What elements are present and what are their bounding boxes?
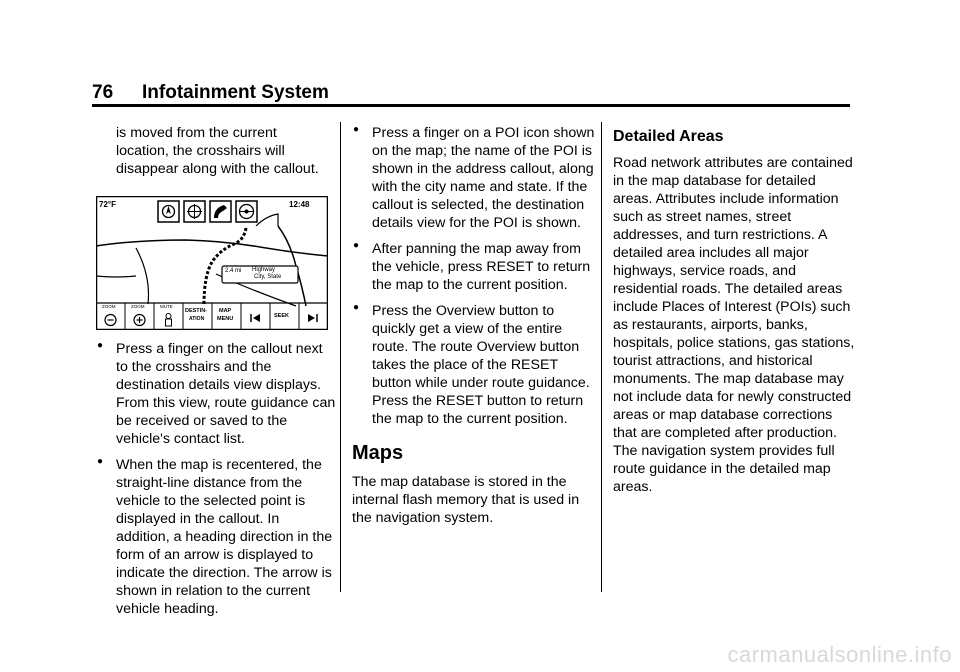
clock-readout: 12:48 [289,200,310,209]
destination-button-line2: ATION [189,316,205,322]
seek-label[interactable]: SEEK [274,313,289,319]
map-menu-button-line2: MENU [217,316,234,322]
zoom-out-button[interactable]: ZOOM [102,304,116,309]
bullet-icon: ● [97,340,104,351]
page-header [92,82,850,106]
intro-paragraph: is moved from the current location, the crosshairs will disappear along with the callout. [116,125,319,177]
bullet-icon: ● [353,240,360,251]
mute-button[interactable]: MUTE [160,304,173,309]
zoom-in-button[interactable]: ZOOM [131,304,145,309]
watermark-url: carmanualsonline.info [727,642,952,667]
list-item: ● When the map is recentered, the straight-line distance from the vehicle to the selected point is displayed in the callout. In addition, a heading direction in the form of an arrow is displayed to indicate the direction. The arrow is shown in relation to the current vehicle heading. [97,456,333,617]
page-number: 76 [92,82,114,103]
section-title: Infotainment System [142,82,329,103]
column-2 [352,124,596,527]
callout-city: City, State [254,274,282,280]
map-menu-button[interactable]: MAP [219,308,232,314]
bullet-icon: ● [353,302,360,313]
navigation-screen-labels [96,196,328,330]
detailed-areas-heading: Detailed Areas [613,128,724,145]
bullet-icon: ● [97,456,104,467]
maps-heading: Maps [352,442,404,464]
column-divider-2 [601,122,602,592]
destination-button[interactable]: DESTIN- [185,308,207,314]
list-item: ● Press a finger on a POI icon shown on the map; the name of the POI is shown in the address callout, along with the city name and state. If the callout is selected, the destination details view for the POI is shown. [353,124,595,231]
callout-street: Highway [252,267,276,273]
column-3 [613,128,859,496]
callout-distance: 2.4 mi [225,268,242,274]
column-1-bullets [96,340,336,624]
maps-paragraph: The map database is stored in the internal flash memory that is used in the navigation system. [352,474,580,526]
bullet-icon: ● [353,124,360,135]
temperature-readout: 72°F [99,200,116,209]
list-item: ● Press a finger on the callout next to the crosshairs and the destination details view displays. From this view, route guidance can be received or saved to the vehicle's contact list. [97,340,336,447]
list-item: ● After panning the map away from the vehicle, press RESET to return the map to the current position. [353,240,591,293]
header-rule [92,104,850,107]
column-1 [96,124,332,178]
detailed-areas-paragraph: Road network attributes are contained in the map database for detailed areas. Attributes include information such as street names, street addresses, and turn restrictions. A detailed area includes all major highways, service roads, and residential roads. The detailed areas include Places of Interest (POIs) such as restaurants, airports, banks, hospitals, police stations, gas stations, tourist attractions, and historical monuments. The map database may not include data for newly constructed areas or map database corrections that are completed after production. The navigation system provides full route guidance in the detailed map areas. [613,155,855,495]
list-item: ● Press the Overview button to quickly get a view of the entire route. The route Overview button takes the place of the RESET button while under route guidance. Press the RESET button to return the map to the current position. [353,302,590,427]
column-divider-1 [340,122,341,592]
